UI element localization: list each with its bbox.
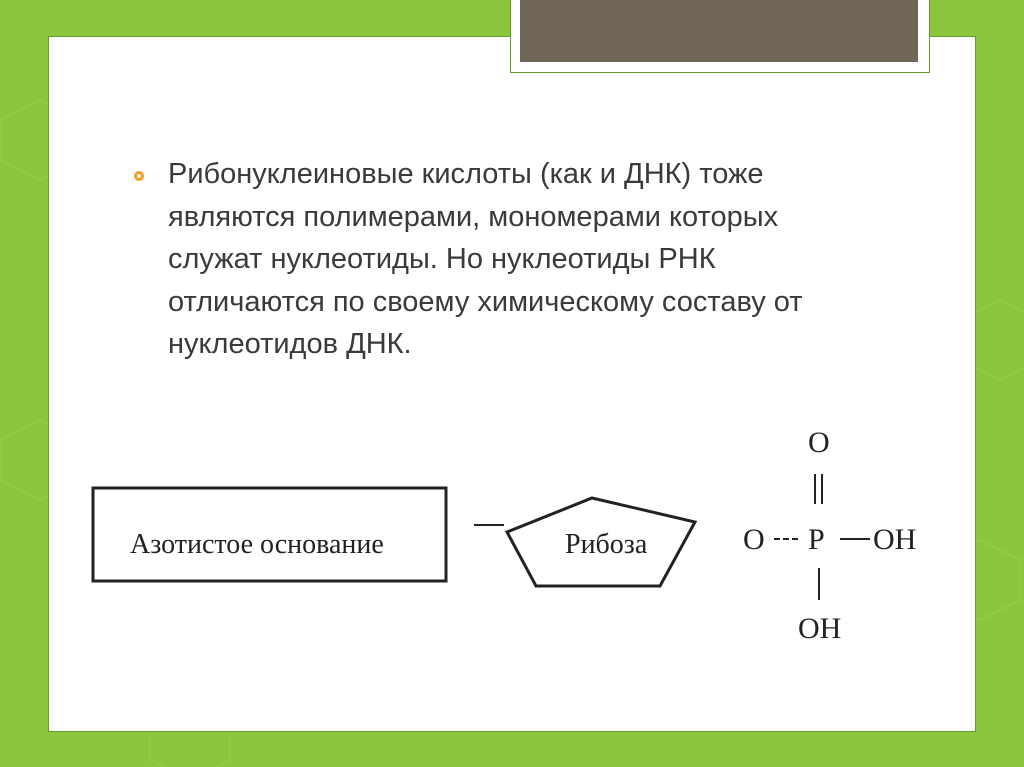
title-bar (520, 0, 918, 62)
phosphate-right-group: OH (873, 523, 917, 556)
body-paragraph: Рибонуклеиновые кислоты (как и ДНК) тоже являются полимерами, мономерами которых служат нуклеотиды. Но нуклеотиды РНК отличаются по своему химическому составу от нуклеотидов ДНК. (168, 158, 803, 360)
phosphate-bottom-group: OH (798, 612, 842, 645)
circle-bullet-icon (134, 171, 144, 181)
ribose-label: Рибоза (565, 529, 648, 560)
phosphate-top-oxygen: O (808, 426, 830, 459)
phosphorus-symbol: P (808, 523, 825, 556)
nucleotide-diagram (80, 410, 950, 680)
nitrogen-base-label: Азотистое основание (130, 529, 384, 560)
phosphate-oxygen-link: O (743, 523, 765, 556)
